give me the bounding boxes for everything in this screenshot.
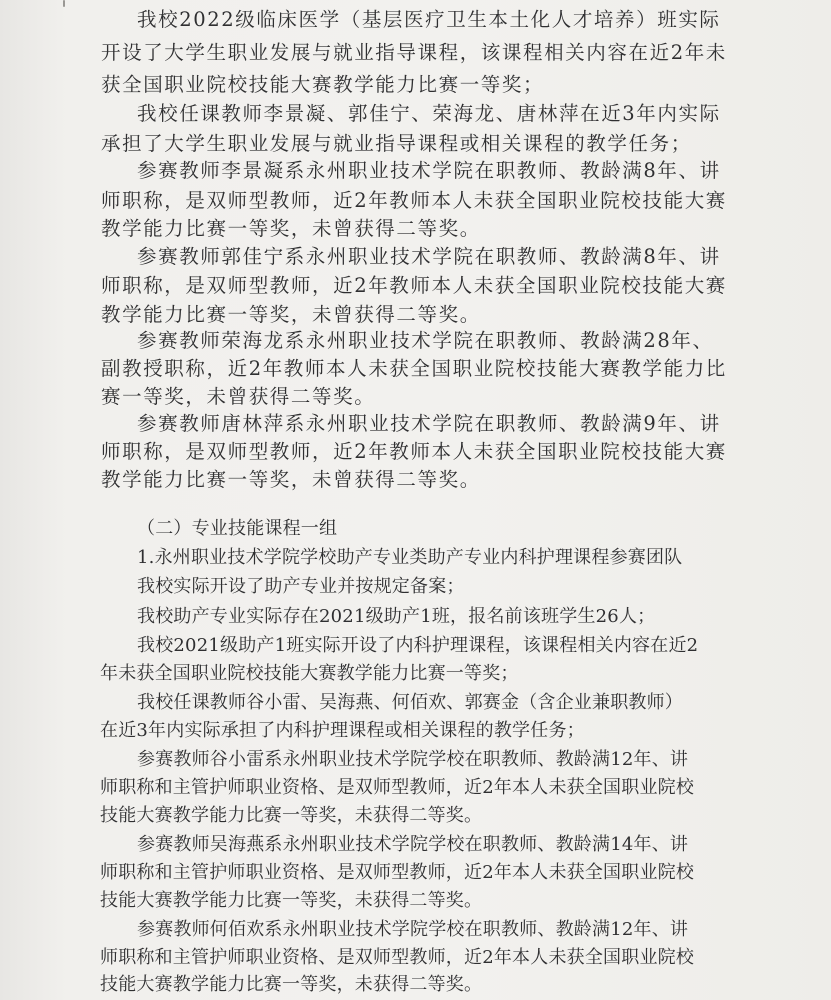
text-line: 赛一等奖，未曾获得二等奖。 [101,385,376,408]
text-line: 参赛教师郭佳宁系永州职业技术学院在职教师、教龄满8年、讲 [137,245,721,268]
text-line: 获全国职业院校技能大赛教学能力比赛一等奖； [101,73,545,96]
text-line: 我校2021级助产1班实际开设了内科护理课程，该课程相关内容在近2 [137,635,699,656]
text-line: 副教授职称，近2年教师本人未获全国职业院校技能大赛教学能力比 [101,357,727,380]
text-line: 师职称和主管护师职业资格、是双师型教师，近2年本人未获全国职业院校 [100,777,695,798]
text-line: 我校助产专业实际存在2021级助产1班，报名前该班学生26人； [137,606,656,627]
text-line: 承担了大学生职业发展与就业指导课程或相关课程的教学任务； [101,132,692,155]
text-line: 开设了大学生职业发展与就业指导课程，该课程相关内容在近2年未 [101,41,727,64]
text-line: 我校任课教师谷小雷、吴海燕、何佰欢、郭赛金（含企业兼职教师） [137,692,683,713]
text-line: 技能大赛教学能力比赛一等奖，未获得二等奖。 [100,974,483,995]
text-line: 教学能力比赛一等奖，未曾获得二等奖。 [101,217,481,240]
team-heading: 1.永州职业技术学院学校助产专业类助产专业内科护理课程参赛团队 [137,547,683,568]
text-line: 参赛教师唐林萍系永州职业技术学院在职教师、教龄满9年、讲 [137,412,721,435]
text-line: 师职称和主管护师职业资格、是双师型教师，近2年本人未获全国职业院校 [100,862,695,883]
text-line: 参赛教师荣海龙系永州职业技术学院在职教师、教龄满28年、 [137,329,714,352]
text-line: 师职称，是双师型教师，近2年教师本人未获全国职业院校技能大赛 [101,440,727,463]
text-line: 参赛教师吴海燕系永州职业技术学院学校在职教师、教龄满14年、讲 [137,834,689,855]
text-line: 技能大赛教学能力比赛一等奖，未获得二等奖。 [100,890,483,911]
scan-speck [63,0,65,7]
section-heading: （二）专业技能课程一组 [137,518,338,539]
text-line: 在近3年内实际承担了内科护理课程或相关课程的教学任务； [100,720,585,741]
text-line: 技能大赛教学能力比赛一等奖，未获得二等奖。 [100,805,483,826]
text-line: 师职称和主管护师职业资格、是双师型教师，近2年本人未获全国职业院校 [100,947,695,968]
text-line: 年未获全国职业院校技能大赛教学能力比赛一等奖； [100,663,519,684]
text-line: 参赛教师谷小雷系永州职业技术学院学校在职教师、教龄满12年、讲 [137,749,689,770]
text-line: 师职称，是双师型教师，近2年教师本人未获全国职业院校技能大赛 [101,274,727,297]
text-line: 师职称，是双师型教师，近2年教师本人未获全国职业院校技能大赛 [101,189,727,212]
text-line: 参赛教师李景凝系永州职业技术学院在职教师、教龄满8年、讲 [137,159,721,182]
text-line: 教学能力比赛一等奖，未曾获得二等奖。 [101,303,481,326]
text-line: 我校任课教师李景凝、郭佳宁、荣海龙、唐林萍在近3年内实际 [137,102,721,125]
text-line: 教学能力比赛一等奖，未曾获得二等奖。 [101,468,481,491]
text-line: 我校实际开设了助产专业并按规定备案； [137,576,465,597]
text-line: 参赛教师何佰欢系永州职业技术学院学校在职教师、教龄满12年、讲 [137,919,689,940]
text-line: 我校2022级临床医学（基层医疗卫生本土化人才培养）班实际 [137,8,721,31]
